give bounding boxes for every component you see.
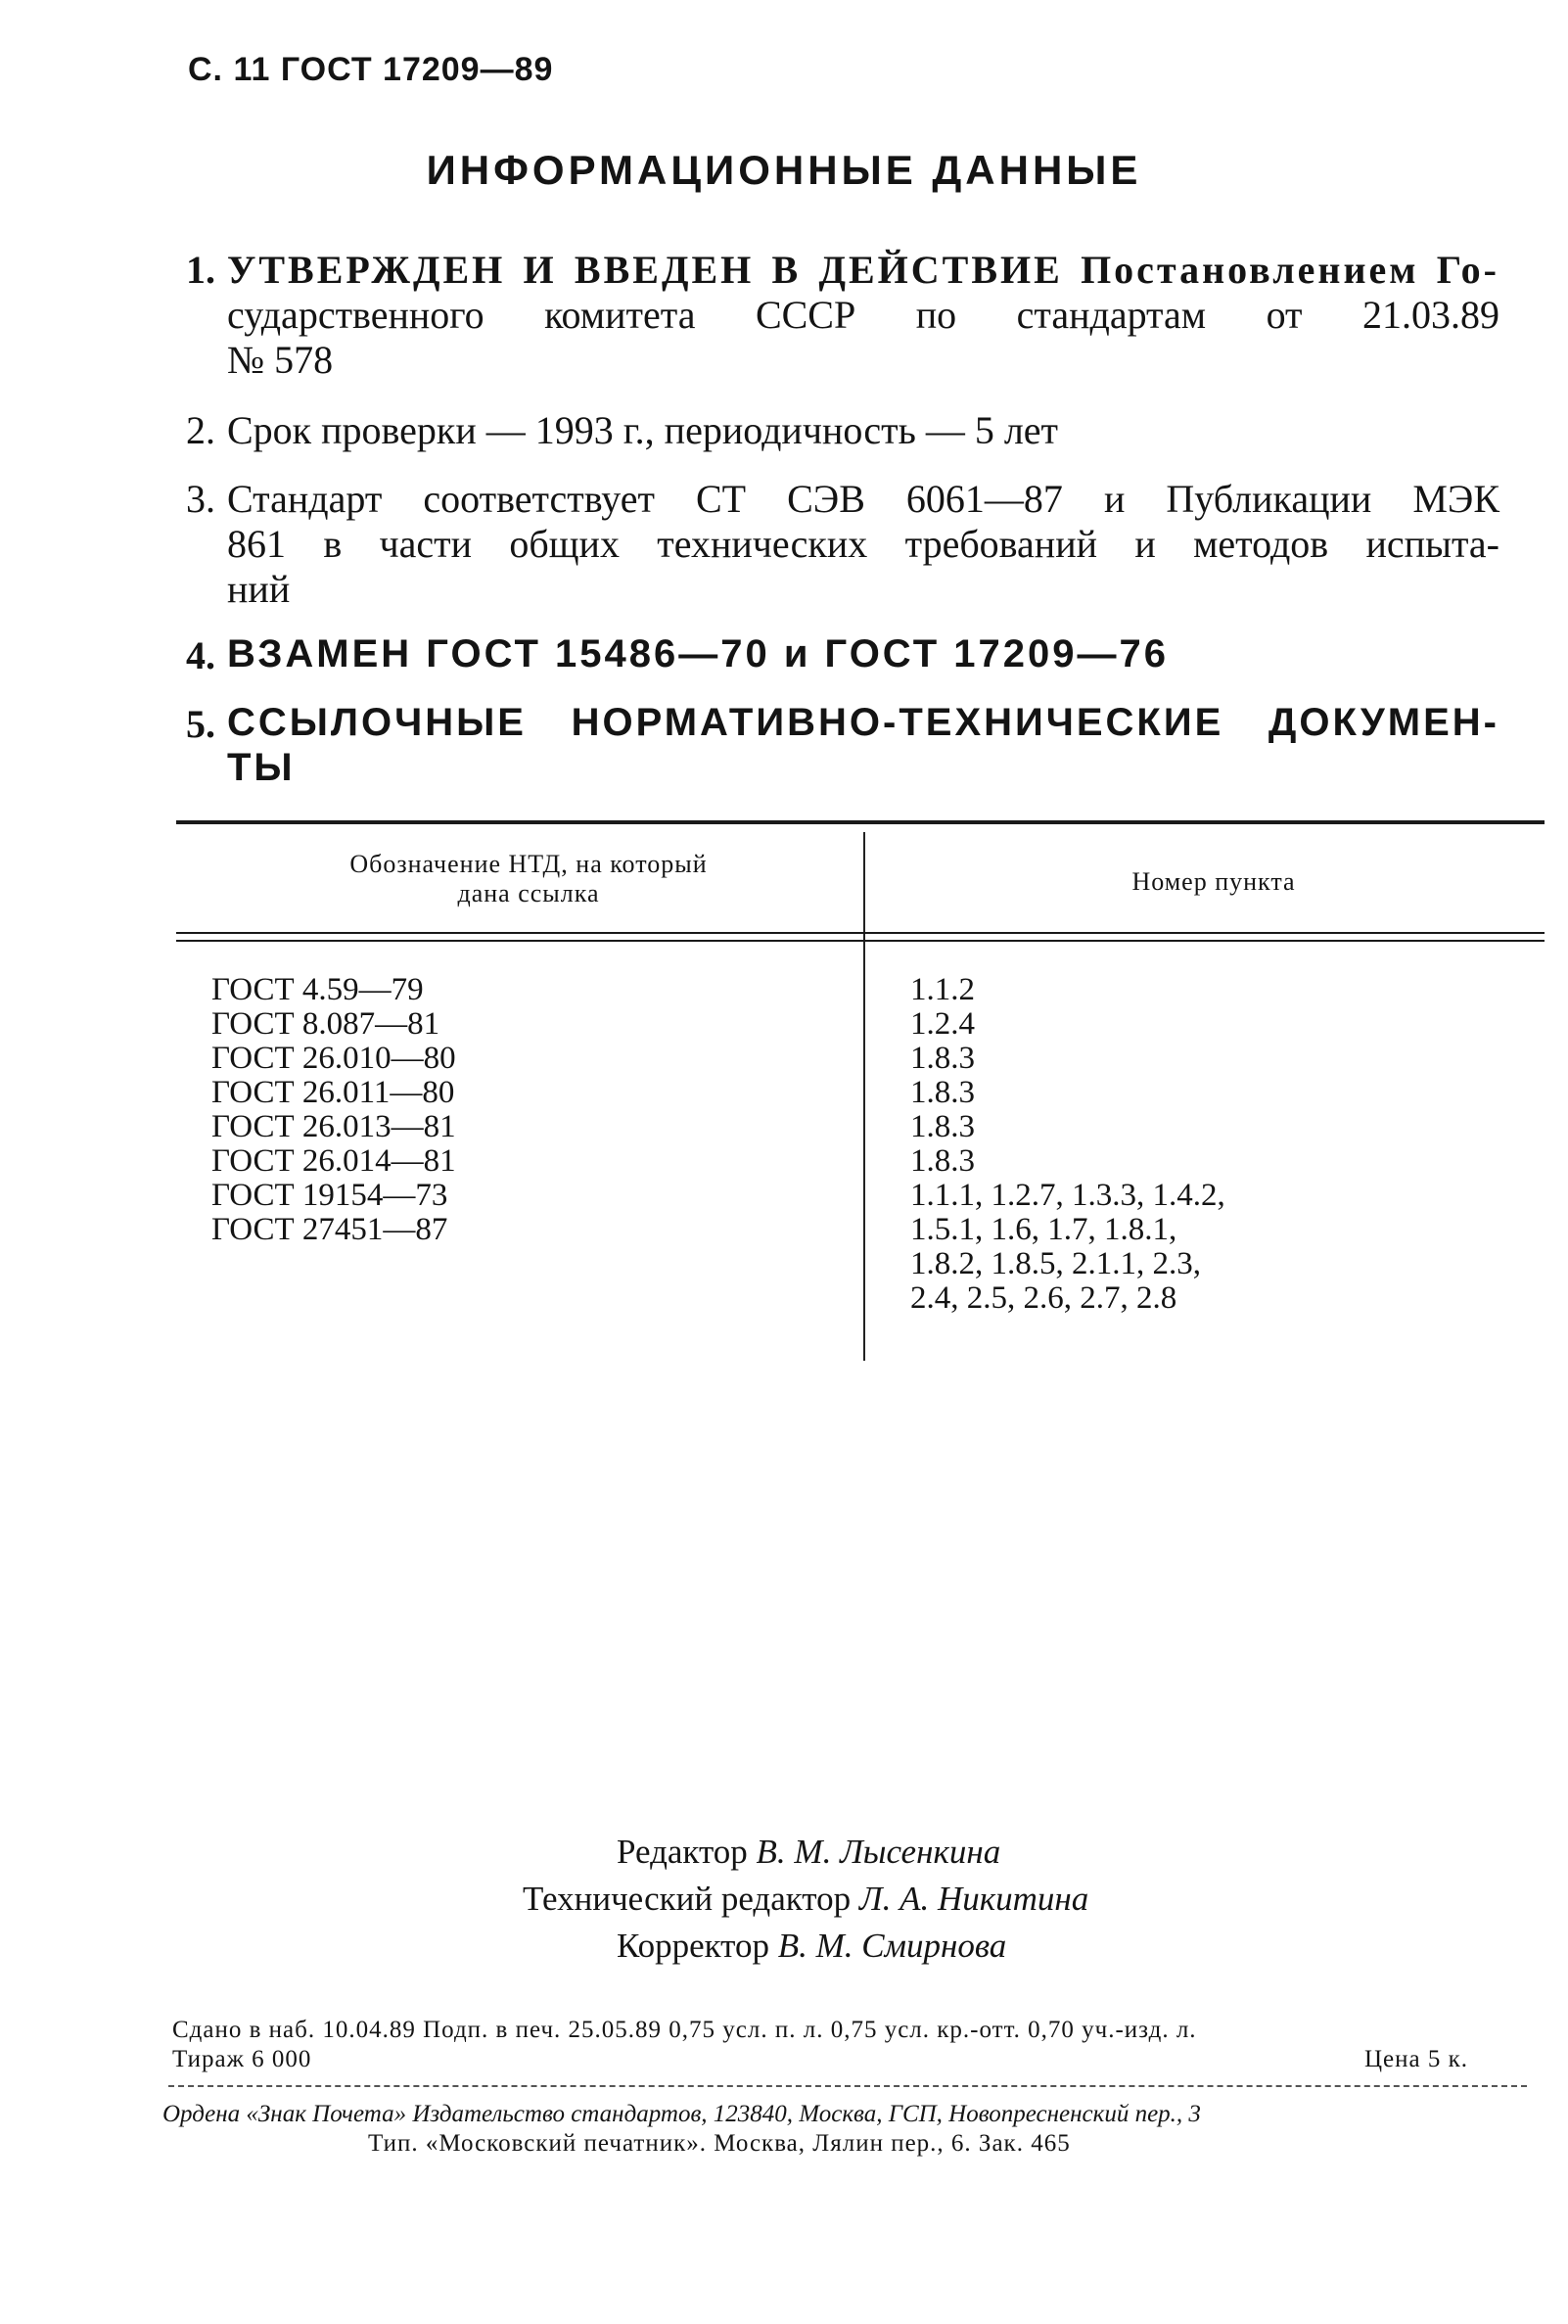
- item-number: 2.: [186, 408, 215, 452]
- item-2-line-1: Срок проверки — 1993 г., периодичность — 5 лет: [227, 408, 1059, 452]
- table-row-gost: ГОСТ 26.014—81: [211, 1143, 456, 1179]
- item-3-line-3: ний: [227, 567, 291, 611]
- table-row-gost: ГОСТ 19154—73: [211, 1178, 448, 1213]
- table-header-left: [235, 850, 822, 908]
- item-4-line-1: ВЗАМЕН ГОСТ 15486—70 и ГОСТ 17209—76: [227, 632, 1169, 675]
- table-row-gost: ГОСТ 4.59—79: [211, 972, 424, 1007]
- credit-name: В. М. Смирнова: [777, 1927, 1007, 1965]
- credit-technical-editor: [523, 1880, 1088, 1919]
- table-row-clause: 1.8.3: [910, 1075, 975, 1110]
- imprint-printer: Тип. «Московский печатник». Москва, Лялин пер., 6. Зак. 465: [368, 2130, 1071, 2157]
- table-row-clause: 1.8.3: [910, 1109, 975, 1144]
- table-row-clause: 2.4, 2.5, 2.6, 2.7, 2.8: [910, 1280, 1177, 1316]
- item-number: 3.: [186, 477, 215, 521]
- imprint-line-1: Сдано в наб. 10.04.89 Подп. в печ. 25.05.89 0,75 усл. п. л. 0,75 усл. кр.-отт. 0,70 уч.-изд. л.: [172, 2017, 1197, 2043]
- table-row-clause: 1.8.3: [910, 1143, 975, 1179]
- table-row-gost: ГОСТ 26.013—81: [211, 1109, 456, 1144]
- imprint-publisher: Ордена «Знак Почета» Издательство стандартов, 123840, Москва, ГСП, Новопресненский пер., 3: [162, 2101, 1201, 2127]
- item-number: 1.: [186, 248, 215, 292]
- page-title: ИНФОРМАЦИОННЫЕ ДАННЫЕ: [426, 147, 1142, 193]
- table-row-gost: ГОСТ 26.011—80: [211, 1075, 455, 1110]
- item-3-line-1: Стандарт соответствует СТ СЭВ 6061—87 и Публикации МЭК: [227, 477, 1499, 521]
- table-header-rule: [176, 932, 1545, 934]
- credit-role: Корректор: [617, 1927, 770, 1965]
- item-3-line-2: 861 в части общих технических требований и методов испыта-: [227, 522, 1499, 566]
- credit-role: Редактор: [617, 1833, 748, 1871]
- item-number: 5.: [186, 702, 215, 746]
- table-row-clause: 1.5.1, 1.6, 1.7, 1.8.1,: [910, 1212, 1177, 1247]
- table-header-left-line-1: Обозначение НТД, на который: [349, 850, 708, 878]
- credit-proofreader: [617, 1927, 1006, 1966]
- item-5-line-2: ТЫ: [227, 746, 296, 789]
- item-1-line-1: УТВЕРЖДЕН И ВВЕДЕН В ДЕЙСТВИЕ Постановлением Го-: [227, 248, 1499, 292]
- item-5-line-1: ССЫЛОЧНЫЕ НОРМАТИВНО-ТЕХНИЧЕСКИЕ ДОКУМЕН-: [227, 701, 1499, 744]
- imprint-price: Цена 5 к.: [1364, 2046, 1469, 2072]
- item-number: 4.: [186, 633, 215, 677]
- page-header: С. 11 ГОСТ 17209—89: [188, 51, 554, 88]
- table-row-clause: 1.1.1, 1.2.7, 1.3.3, 1.4.2,: [910, 1178, 1225, 1213]
- table-header-rule: [176, 940, 1545, 942]
- table-top-rule: [176, 820, 1545, 824]
- imprint-print-run: Тираж 6 000: [172, 2046, 312, 2072]
- table-row-gost: ГОСТ 8.087—81: [211, 1006, 440, 1042]
- credit-role: Технический редактор: [523, 1880, 852, 1918]
- credit-name: В. М. Лысенкина: [756, 1833, 1001, 1871]
- imprint-divider: [168, 2085, 1527, 2087]
- table-row-clause: 1.1.2: [910, 972, 975, 1007]
- credit-name: Л. А. Никитина: [858, 1880, 1089, 1918]
- table-row-gost: ГОСТ 27451—87: [211, 1212, 448, 1247]
- table-column-divider: [863, 832, 865, 1361]
- table-row-clause: 1.8.3: [910, 1041, 975, 1076]
- table-row-clause: 1.2.4: [910, 1006, 975, 1042]
- item-1-line-2: сударственного комитета СССР по стандартам от 21.03.89: [227, 293, 1499, 337]
- item-1-line-3: № 578: [227, 338, 334, 382]
- table-row-gost: ГОСТ 26.010—80: [211, 1041, 456, 1076]
- table-row-clause: 1.8.2, 1.8.5, 2.1.1, 2.3,: [910, 1246, 1201, 1281]
- credit-editor: [617, 1833, 1000, 1872]
- table-header-left-line-2: дана ссылка: [457, 879, 600, 907]
- table-header-right: Номер пункта: [1131, 867, 1296, 896]
